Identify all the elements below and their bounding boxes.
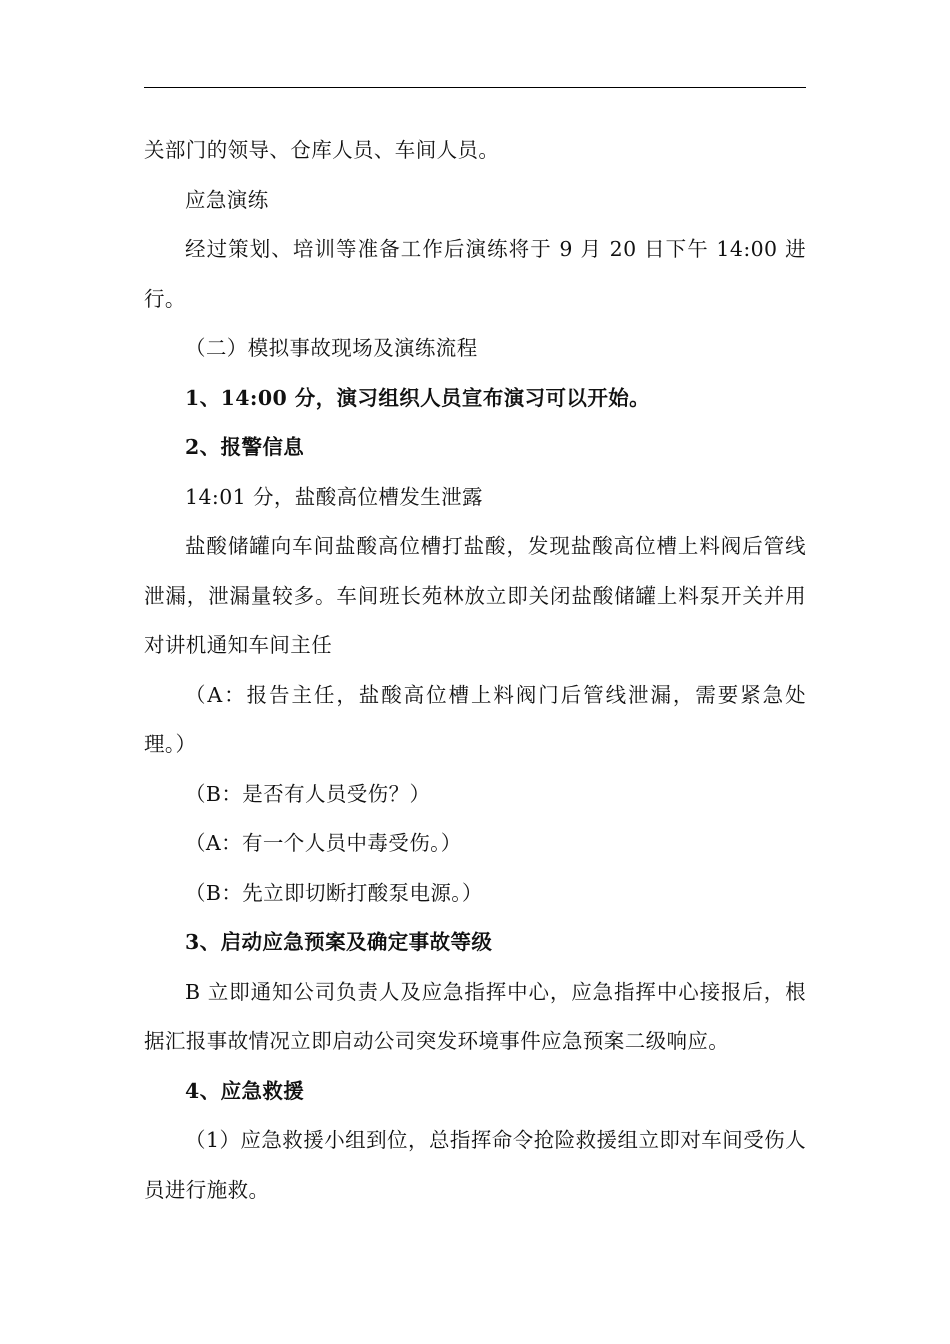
step-1-start: 1、14:00 分，演习组织人员宣布演习可以开始。	[185, 385, 651, 410]
dialogue-b-injury-question: （B：是否有人员受伤？）	[185, 781, 431, 806]
section-heading-simulation: （二）模拟事故现场及演练流程	[185, 336, 478, 360]
paragraph-drill-schedule: 经过策划、培训等准备工作后演练将于 9 月 20 日下午 14:00 进行。	[144, 237, 806, 311]
dialogue-b-cut-power: （B：先立即切断打酸泵电源。）	[185, 880, 483, 905]
dialogue-a-injury-answer: （A：有一个人员中毒受伤。）	[185, 831, 462, 855]
step-2-alarm-heading: 2、报警信息	[185, 435, 305, 459]
paragraph-leak-description: 盐酸储罐向车间盐酸高位槽打盐酸，发现盐酸高位槽上料阀后管线泄漏，泄漏量较多。车间班长苑林放立即关闭盐酸储罐上料泵开关并用对讲机通知车间主任	[144, 534, 806, 657]
dialogue-a-report: （A：报告主任，盐酸高位槽上料阀门后管线泄漏，需要紧急处理。）	[144, 682, 806, 756]
paragraph-departments: 关部门的领导、仓库人员、车间人员。	[144, 138, 500, 162]
paragraph-emergency-drill: 应急演练	[185, 187, 269, 212]
header-rule	[144, 87, 806, 88]
paragraph-rescue-team: （1）应急救援小组到位，总指挥命令抢险救援组立即对车间受伤人员进行施救。	[144, 1128, 806, 1202]
paragraph-leak-time: 14:01 分，盐酸高位槽发生泄露	[185, 484, 483, 509]
document-body	[144, 126, 806, 1215]
step-4-rescue-heading: 4、应急救援	[185, 1078, 305, 1103]
paragraph-notify-command: B 立即通知公司负责人及应急指挥中心，应急指挥中心接报后，根据汇报事故情况立即启动公司突发环境事件应急预案二级响应。	[144, 979, 806, 1053]
step-3-emergency-plan-heading: 3、启动应急预案及确定事故等级	[185, 930, 493, 954]
